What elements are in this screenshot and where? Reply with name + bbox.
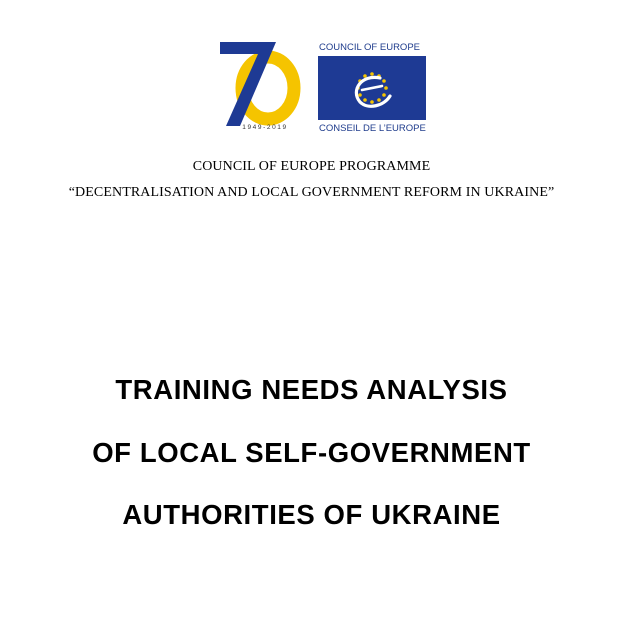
coe-logo-french-text: CONSEIL DE L’EUROPE [319,123,426,134]
document-title-line-1: TRAINING NEEDS ANALYSIS [115,374,508,405]
document-title-line-2: OF LOCAL SELF-GOVERNMENT [92,437,531,468]
anniversary-years: 1949-2019 [242,124,288,131]
coe-logo-english-text: COUNCIL OF EUROPE [319,42,420,53]
programme-name: COUNCIL OF EUROPE PROGRAMME [192,159,431,174]
document-title-line-3: AUTHORITIES OF UKRAINE [122,499,501,530]
programme-subtitle: “DECENTRALISATION AND LOCAL GOVERNMENT REFORM IN UKRAINE” [68,185,555,200]
anniversary-70-logo [220,42,304,136]
coe-stars-emblem-icon [318,56,426,120]
coe-flag [318,56,426,120]
seventy-logo-graphic [220,42,304,136]
